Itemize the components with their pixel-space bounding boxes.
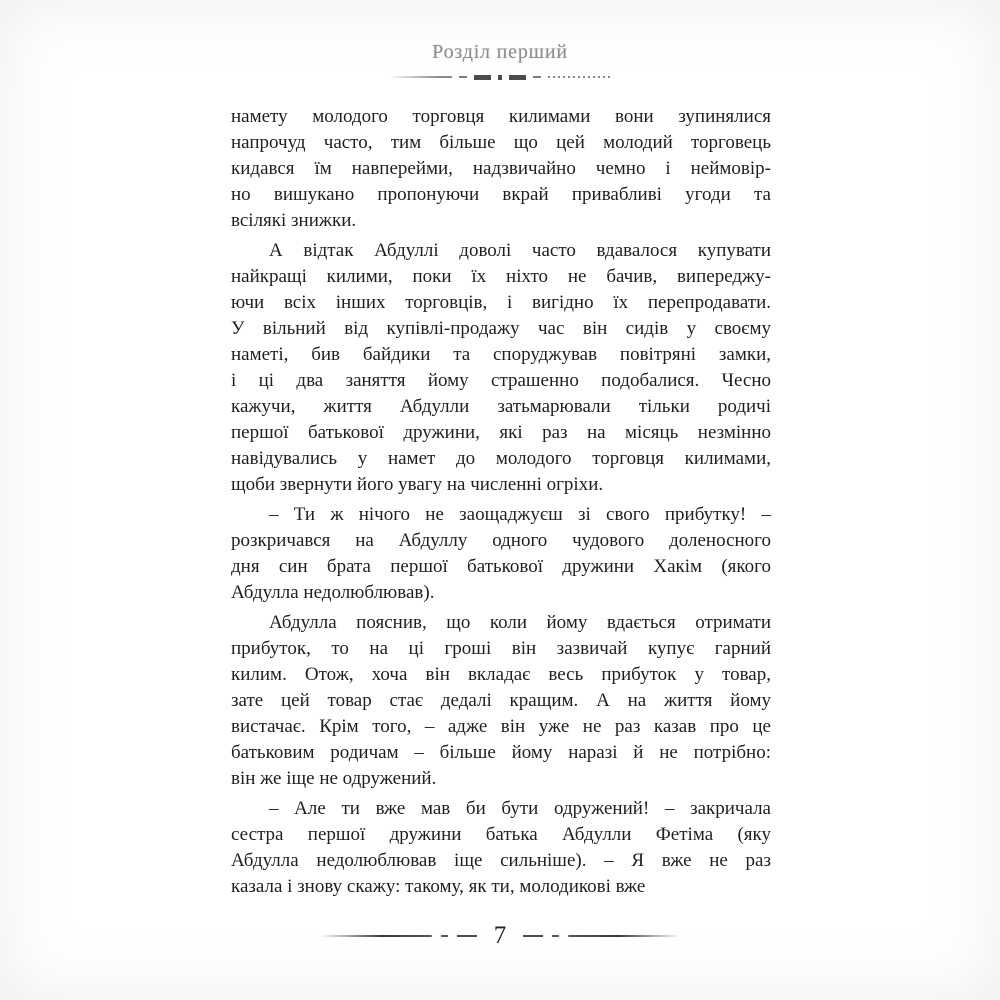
divider-block <box>474 75 491 80</box>
divider-dash <box>459 76 467 78</box>
chapter-heading: Розділ перший <box>432 41 568 63</box>
divider-line-right <box>548 76 612 78</box>
page-text-block <box>231 104 771 900</box>
text-line: намету молодого торговця килимами вони зупинялися <box>231 106 771 127</box>
text-line: Абдулла недолюблював іще сильніше). – Я вже не раз <box>231 850 771 871</box>
text-line: щоби звернути його увагу на численні огріхи. <box>231 474 604 495</box>
paragraph <box>231 104 771 234</box>
text-line: Абдулла недолюблював). <box>231 582 435 603</box>
text-line: – Але ти вже мав би бути одружений! – закричала <box>269 798 771 819</box>
folio-rule-right <box>568 935 680 937</box>
text-line: наметі, бив байдики та споруджував повітряні замки, <box>231 344 771 365</box>
page-number: 7 <box>493 922 507 949</box>
text-line: вистачає. Крім того, – адже він уже не раз казав про це <box>231 716 771 737</box>
text-line: дня син брата першої батькової дружини Хакім (якого <box>231 556 771 577</box>
text-line: – Ти ж нічого не заощаджуєш зі свого прибутку! – <box>269 504 771 525</box>
folio-dash <box>441 935 448 937</box>
chapter-divider-ornament <box>388 74 612 80</box>
divider-dash <box>533 76 541 78</box>
text-line: навідувались у намет до молодого торговця килимами, <box>231 448 771 469</box>
paragraph <box>231 502 771 606</box>
folio-dash <box>552 935 559 937</box>
text-line: ючи всіх інших торговців, і вигідно їх перепродавати. <box>231 292 771 313</box>
text-line: він же іще не одружений. <box>231 768 437 789</box>
text-line: всілякі знижки. <box>231 210 357 231</box>
text-line: кажучи, життя Абдулли затьмарювали тільки родичі <box>231 396 771 417</box>
text-line: розкричався на Абдуллу одного чудового доленосного <box>231 530 771 551</box>
paragraph <box>231 238 771 498</box>
folio-dash <box>523 935 543 937</box>
folio-rule-left <box>320 935 432 937</box>
text-line: Абдулла пояснив, що коли йому вдається отримати <box>269 612 771 633</box>
text-line: килим. Отож, хоча він вкладає весь прибуток у товар, <box>231 664 771 685</box>
text-line: і ці два заняття йому страшенно подобалися. Чесно <box>231 370 771 391</box>
text-line: найкращі килими, поки їх ніхто не бачив, випереджу- <box>231 266 771 287</box>
folio-dash <box>457 935 477 937</box>
divider-dot <box>498 75 502 80</box>
text-line: сестра першої дружини батька Абдулли Фетіма (яку <box>231 824 771 845</box>
text-line: А відтак Абдуллі доволі часто вдавалося купувати <box>269 240 771 261</box>
text-line: У вільний від купівлі-продажу час він сидів у своєму <box>231 318 771 339</box>
divider-line-left <box>388 76 452 78</box>
text-line: батьковим родичам – більше йому наразі й не потрібно: <box>231 742 771 763</box>
text-line: но вишукано пропонуючи вкрай привабливі угоди та <box>231 184 771 205</box>
text-line: першої батькової дружини, які раз на місяць незмінно <box>231 422 771 443</box>
text-line: зате цей товар стає дедалі кращим. А на життя йому <box>231 690 771 711</box>
text-line: прибуток, то на ці гроші він зазвичай купує гарний <box>231 638 771 659</box>
text-line: кидався їм навперейми, надзвичайно чемно і неймовір- <box>231 158 771 179</box>
paragraph <box>231 796 771 900</box>
divider-block <box>509 75 526 80</box>
page-footer <box>0 921 1000 951</box>
text-line: напрочуд часто, тим більше що цей молодий торговець <box>231 132 771 153</box>
paragraph <box>231 610 771 792</box>
text-line: казала і знову скажу: такому, як ти, молодикові вже <box>231 876 646 897</box>
